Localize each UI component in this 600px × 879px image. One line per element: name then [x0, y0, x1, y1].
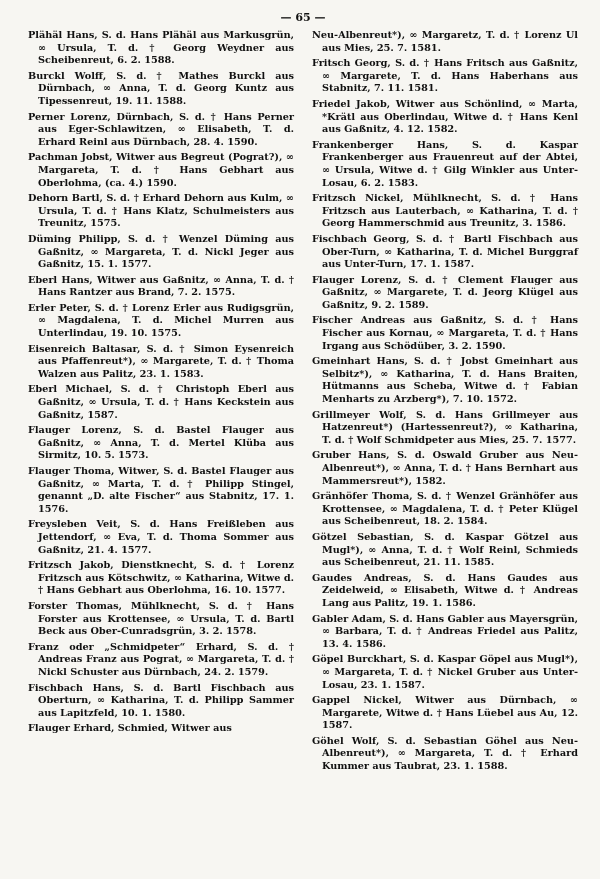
- register-entry: Grillmeyer Wolf, S. d. Hans Grillmeyer aus Hatzenreut*) (Hartessenreut?), ∞ Katharina, T. d. † Wolf Schmidpeter aus Mies, 25. 7. 1577.: [312, 409, 578, 446]
- register-entry: Gränhöfer Thoma, S. d. † Wenzel Gränhöfer aus Krottensee, ∞ Magdalena, T. d. † Peter Klügel aus Scheibenreut, 18. 2. 1584.: [312, 491, 578, 528]
- register-entry: Neu-Albenreut*), ∞ Margaretz, T. d. † Lorenz Ul aus Mies, 25. 7. 1581.: [312, 30, 578, 54]
- page-number: — 65 —: [280, 11, 326, 24]
- register-entry: Fritsch Georg, S. d. † Hans Fritsch aus Gaßnitz, ∞ Margarete, T. d. Hans Haberhans aus Stabnitz, 7. 11. 1581.: [312, 58, 578, 95]
- right-column: [312, 30, 578, 777]
- register-entry: Flauger Erhard, Schmied, Witwer aus: [28, 723, 232, 735]
- register-entry: Flauger Lorenz, S. d. † Clement Flauger aus Gaßnitz, ∞ Margarete, T. d. Jeorg Klügel aus Gaßnitz, 9. 2. 1589.: [312, 274, 578, 311]
- register-entry: Plähäl Hans, S. d. Hans Plähäl aus Markusgrün, ∞ Ursula, T. d. † Georg Weydner aus Scheibenreut, 6. 2. 1588.: [28, 30, 294, 67]
- register-entry: Fischbach Hans, S. d. Bartl Fischbach aus Oberturn, ∞ Katharina, T. d. Philipp Sammer aus Lapitzfeld, 10. 1. 1580.: [28, 682, 294, 719]
- register-entry: Eberl Michael, S. d. † Christoph Eberl aus Gaßnitz, ∞ Ursula, T. d. † Hans Keckstein aus Gaßnitz, 1587.: [28, 384, 294, 421]
- register-entry: Friedel Jakob, Witwer aus Schönlind, ∞ Marta, *Krätl aus Oberlindau, Witwe d. † Hans Kenl aus Gaßnitz, 4. 12. 1582.: [312, 98, 578, 136]
- register-entry: Flauger Lorenz, S. d. Bastel Flauger aus Gaßnitz, ∞ Anna, T. d. Mertel Klüba aus Sirmitz, 10. 5. 1573.: [28, 425, 294, 462]
- register-entry: Gabler Adam, S. d. Hans Gabler aus Mayersgrün, ∞ Barbara, T. d. † Andreas Friedel aus Palitz, 13. 4. 1586.: [312, 613, 578, 650]
- register-entry: Fritzsch Nickel, Mühlknecht, S. d. † Hans Fritzsch aus Lauterbach, ∞ Katharina, T. d. † Georg Hammerschmid aus Treunitz, 3. 1586.: [312, 193, 578, 230]
- register-entry: Fritzsch Jakob, Dienstknecht, S. d. † Lorenz Fritzsch aus Kötschwitz, ∞ Katharina, Witwe d. † Hans Gebhart aus Oberlohma, 16. 10. 1577.: [28, 560, 294, 597]
- register-entry: Gmeinhart Hans, S. d. † Jobst Gmeinhart aus Selbitz*), ∞ Katharina, T. d. Hans Braiten, Hütmanns aus Scheba, Witwe d. † Fabian Menharts zu Arzberg*), 7. 10. 1572.: [312, 356, 578, 406]
- columns: [28, 30, 578, 777]
- register-entry: Gappel Nickel, Witwer aus Dürnbach, ∞ Margarete, Witwe d. † Hans Lüebel aus Au, 12. 1587.: [312, 695, 578, 732]
- register-entry: Forster Thomas, Mühlknecht, S. d. † Hans Forster aus Krottensee, ∞ Ursula, T. d. Bartl Beck aus Ober-Cunradsgrün, 3. 2. 1578.: [28, 600, 294, 638]
- register-entry: Erler Peter, S. d. † Lorenz Erler aus Rudigsgrün, ∞ Magdalena, T. d. Michel Murren aus Unterlindau, 19. 10. 1575.: [28, 302, 294, 340]
- left-column: [28, 30, 294, 777]
- register-entry: Burckl Wolff, S. d. † Mathes Burckl aus Dürnbach, ∞ Anna, T. d. Georg Kuntz aus Tipessenreut, 19. 11. 1588.: [28, 70, 294, 107]
- register-entry: Freysleben Veit, S. d. Hans Freißleben aus Jettendorf, ∞ Eva, T. d. Thoma Sommer aus Gaßnitz, 21. 4. 1577.: [28, 519, 294, 556]
- register-entry: Düming Philipp, S. d. † Wenzel Düming aus Gaßnitz, ∞ Margareta, T. d. Nickl Jeger aus Gaßnitz, 15. 1. 1577.: [28, 233, 294, 271]
- register-entry: Götzel Sebastian, S. d. Kaspar Götzel aus Mugl*), ∞ Anna, T. d. † Wolf Reinl, Schmieds aus Scheibenreut, 21. 11. 1585.: [312, 531, 578, 569]
- register-entry: Frankenberger Hans, S. d. Kaspar Frankenberger aus Frauenreut auf der Abtei, ∞ Ursula, Witwe d. † Gilg Winkler aus Unter-Losau, 6. 2. 1583.: [312, 139, 578, 189]
- register-entry: Eberl Hans, Witwer aus Gaßnitz, ∞ Anna, T. d. † Hans Rantzer aus Brand, 7. 2. 1575.: [28, 274, 294, 299]
- register-entry: Göhel Wolf, S. d. Sebastian Göhel aus Neu-Albenreut*), ∞ Margareta, T. d. † Erhard Kummer aus Taubrat, 23. 1. 1588.: [312, 735, 578, 773]
- register-entry: Gaudes Andreas, S. d. Hans Gaudes aus Zeidelweid, ∞ Elisabeth, Witwe d. † Andreas Lang aus Palitz, 19. 1. 1586.: [312, 572, 578, 609]
- register-entry: Flauger Thoma, Witwer, S. d. Bastel Flauger aus Gaßnitz, ∞ Marta, T. d. † Philipp Stingel, genannt „D. alte Fischer“ aus Stabnitz, 17. 1. 1576.: [28, 466, 294, 515]
- register-entry: Fischer Andreas aus Gaßnitz, S. d. † Hans Fischer aus Kornau, ∞ Margareta, T. d. † Hans Irgang aus Schödüber, 3. 2. 1590.: [312, 315, 578, 352]
- register-entry: Dehorn Bartl, S. d. † Erhard Dehorn aus Kulm, ∞ Ursula, T. d. † Hans Klatz, Schulmeisters aus Treunitz, 1575.: [28, 193, 294, 230]
- register-entry: Franz oder „Schmidpeter“ Erhard, S. d. † Andreas Franz aus Pograt, ∞ Margareta, T. d. † Nickl Schuster aus Dürnbach, 24. 2. 1579.: [28, 641, 294, 678]
- register-entry: Gruber Hans, S. d. Oswald Gruber aus Neu-Albenreut*), ∞ Anna, T. d. † Hans Bernhart aus Mammersreut*), 1582.: [312, 450, 578, 487]
- register-entry: Pachman Jobst, Witwer aus Begreut (Pograt?), ∞ Margareta, T. d. † Hans Gebhart aus Oberlohma, (ca. 4.) 1590.: [28, 152, 294, 189]
- register-entry: Fischbach Georg, S. d. † Bartl Fischbach aus Ober-Turn, ∞ Katharina, T. d. Michel Burggraf aus Unter-Turn, 17. 1. 1587.: [312, 233, 578, 271]
- register-entry: Perner Lorenz, Dürnbach, S. d. † Hans Perner aus Eger-Schlawitzen, ∞ Elisabeth, T. d. Erhard Reinl aus Dürnbach, 28. 4. 1590.: [28, 111, 294, 148]
- register-entry: Eisenreich Baltasar, S. d. † Simon Eysenreich aus Pfaffenreut*), ∞ Margarete, T. d. † Thoma Walzen aus Palitz, 23. 1. 1583.: [28, 343, 294, 380]
- register-entry: Göpel Burckhart, S. d. Kaspar Göpel aus Mugl*), ∞ Margareta, T. d. † Nickel Gruber aus Unter-Losau, 23. 1. 1587.: [312, 654, 578, 691]
